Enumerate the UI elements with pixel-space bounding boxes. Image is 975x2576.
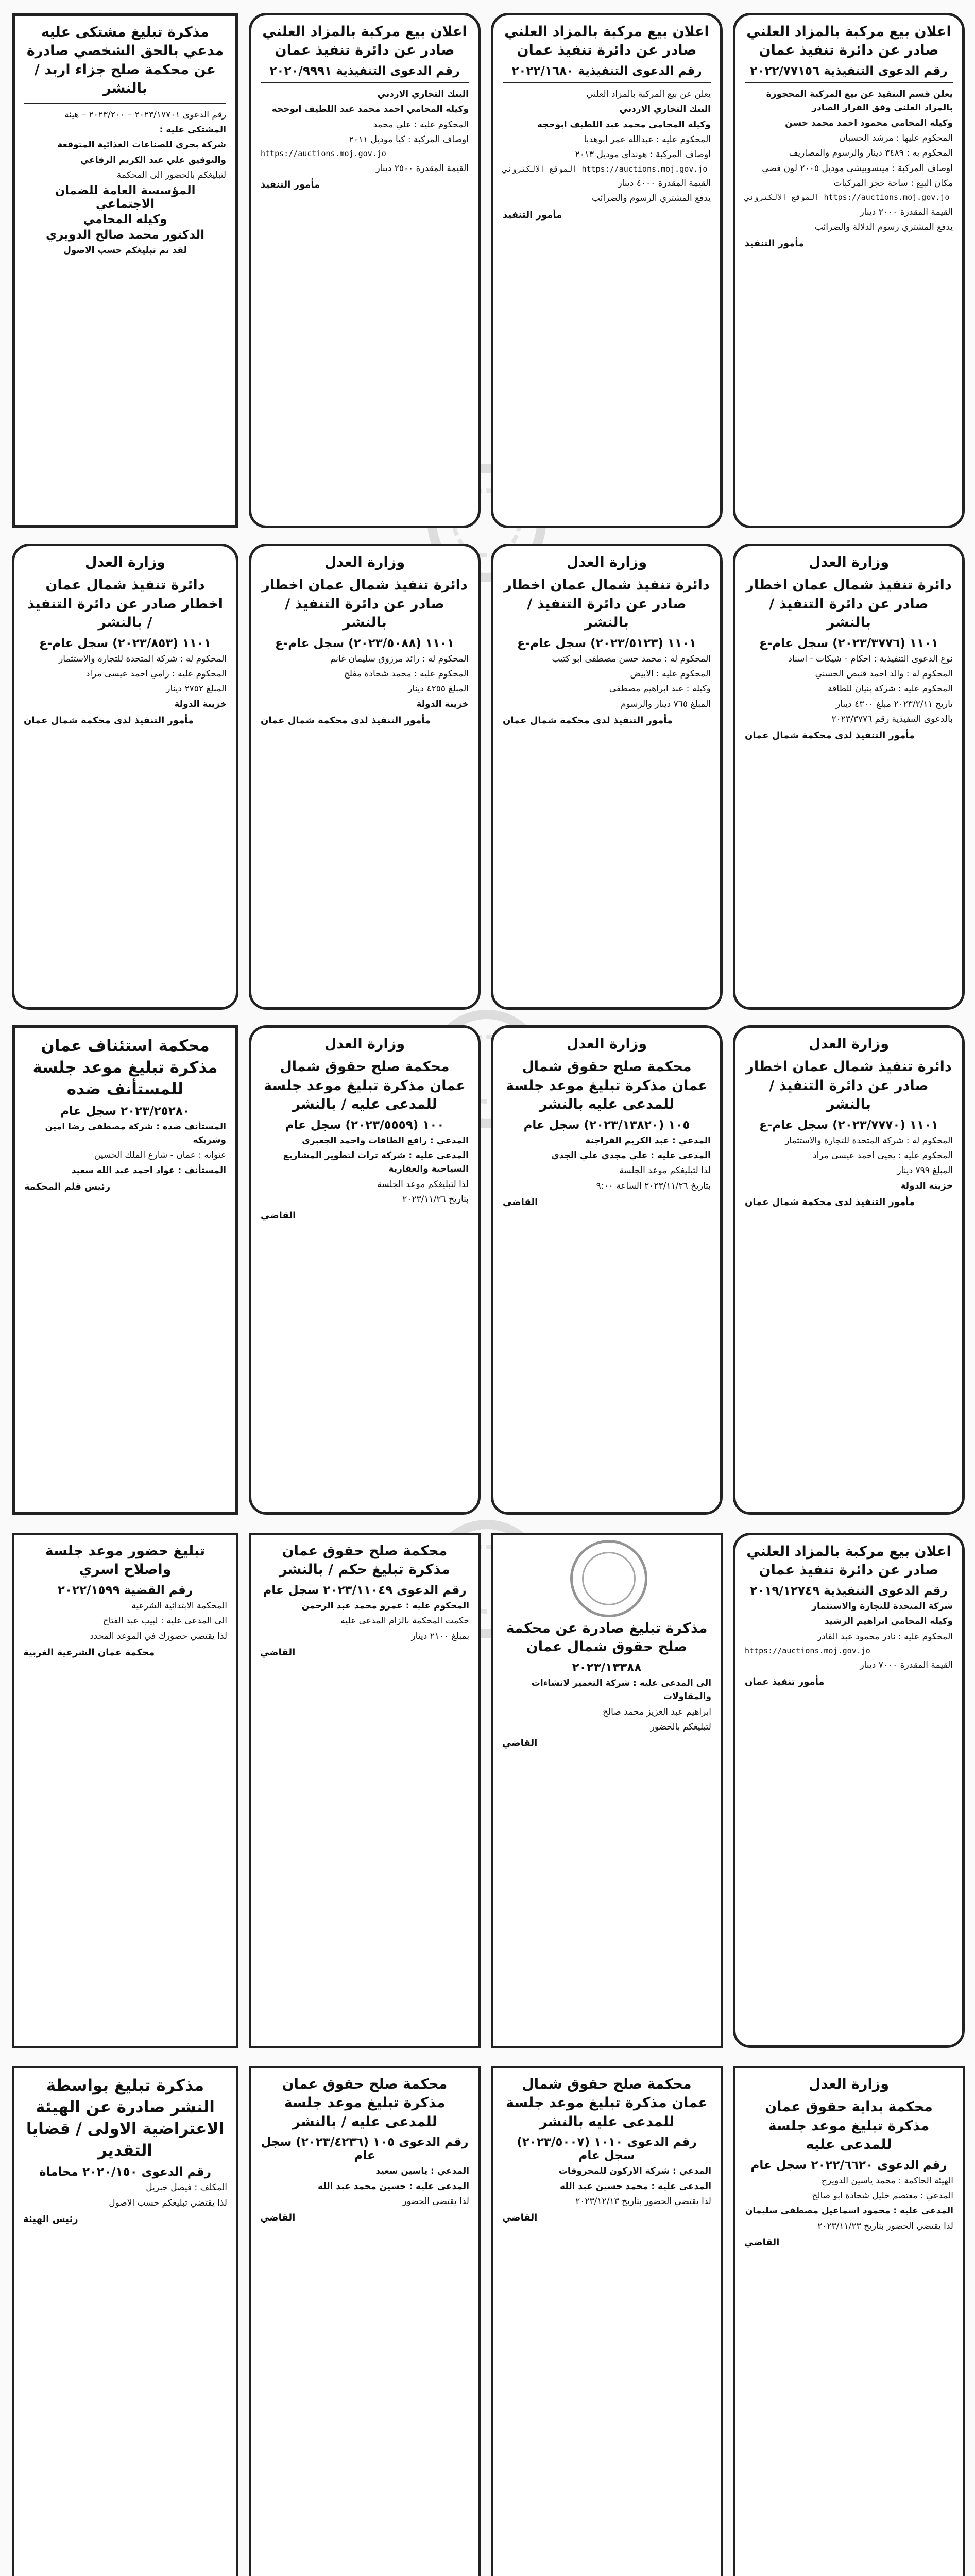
notice-title: دائرة تنفيذ شمال عمان اخطار صادر عن دائرة التنفيذ / بالنشر	[746, 577, 952, 631]
notice-hearing-4	[249, 2066, 481, 2576]
body-line: البنك التجاري الاردني	[619, 104, 711, 115]
body-line: يعلن قسم التنفيذ عن بيع المركبة المحجوزة بالمزاد العلني وفق القرار الصادر	[766, 89, 953, 113]
notice-first-instance	[733, 2066, 965, 2576]
body-line: الدكتور محمد صالح الدويري	[46, 228, 204, 242]
divider	[745, 82, 953, 83]
notice-title: دائرة تنفيذ شمال عمان اخطار صادر عن دائرة التنفيذ / بالنشر	[27, 577, 224, 631]
case-number: رقم الدعوى ١٠١٠ (٢٠٢٣/٥٠٠٧) سجل عام	[517, 2136, 697, 2163]
ministry-heading: وزارة العدل	[566, 554, 647, 570]
case-number: رقم الدعوى ٢٠٢٠/١٥٠ محاماة	[39, 2165, 211, 2179]
signature: مأمور التنفيذ لدى محكمة شمال عمان	[24, 715, 194, 726]
notice-title: دائرة تنفيذ شمال عمان اخطار صادر عن دائرة التنفيذ / بالنشر	[262, 577, 468, 631]
body-line: المؤسسة العامة للضمان الاجتماعي	[55, 184, 196, 211]
body-line: المدعى عليه : محمود اسماعيل مصطفى سليمان	[745, 2206, 953, 2216]
auction-url: الموقع الالكتروني https://auctions.moj.gov.jo	[503, 164, 708, 174]
body-line: وكيله المحامي محمد عبد اللطيف ابوحجه	[537, 119, 711, 130]
body-line: يدفع المشتري الرسوم والضرائب	[592, 193, 711, 204]
body-line: لتبليغكم بالحضور الى المحكمة	[116, 170, 226, 181]
signature: القاضي	[502, 1738, 538, 1749]
notice-execution-3	[249, 544, 481, 1010]
case-number: ١١٠١ (٢٠٢٣/٥١٢٣) سجل عام-ع	[517, 636, 697, 650]
body-line: والتوفيق علي عبد الكريم الرفاعي	[80, 155, 226, 165]
body-line: وكيله المحامي احمد محمد عبد اللطيف ابوحجه	[271, 104, 469, 115]
case-number: رقم الدعوى التنفيذية ٢٠١٩/١٢٧٤٩	[750, 1584, 948, 1598]
body-line: القيمة المقدرة ٢٠٠٠ دينار	[860, 207, 953, 217]
notice-title: اعلان بيع مركبة بالمزاد العلني صادر عن دائرة تنفيذ عمان	[746, 1544, 951, 1579]
case-number: رقم الدعوى ١٠٥ (٢٠٢٣/٤٢٣٦) سجل عام	[261, 2136, 469, 2163]
case-number: رقم القضية ٢٠٢٢/١٥٩٩	[57, 1583, 193, 1597]
notice-execution-4	[12, 544, 238, 1010]
body-line: بالدعوى التنفيذية رقم ٢٠٢٣/٣٧٧٦	[831, 714, 953, 725]
body-line: المدعي : ياسين سعيد	[375, 2166, 469, 2177]
body-line: المحكوم عليه : شركة بنيان للطاقة	[828, 684, 953, 694]
notice-execution-1	[733, 544, 965, 1010]
ministry-heading: وزارة العدل	[324, 1036, 405, 1052]
body-line: الى المدعى عليه : لبيب عبد الفتاح	[102, 1616, 227, 1626]
case-number: ٢٠٢٣/١٣٣٨٨	[572, 1660, 642, 1674]
body-line: تاريخ ٢٠٢٣/٢/١١ مبلغ ٤٣٠٠ دينار	[835, 699, 953, 709]
body-line: المدعي : عبد الكريم الفراجنة	[585, 1135, 711, 1146]
ministry-heading: وزارة العدل	[84, 554, 166, 570]
body-line: المحكوم عليه : يحيى احمد عيسى مراد	[813, 1150, 953, 1161]
notice-hearing-3	[491, 2066, 723, 2576]
case-number: ١١٠١ (٢٠٢٣/٧٧٧٠) سجل عام-ع	[759, 1118, 939, 1132]
body-line: المحكوم عليه : عمرو محمد عبد الرحمن	[301, 1600, 469, 1611]
body-line: المبلغ ٢٧٥٢ دينار	[166, 684, 227, 694]
body-line: المدعى عليه : محمد حسين عبد الله	[560, 2181, 711, 2192]
body-line: يعلن عن بيع المركبة بالمزاد العلني	[586, 89, 711, 99]
auction-url: الموقع الالكتروني https://auctions.moj.gov.jo	[745, 193, 950, 202]
body-line: اوصاف المركبة : ميتسوبيشي موديل ٢٠٠٥ لون فضي	[762, 163, 953, 174]
body-line: المدعى عليه : حسين محمد عبد الله	[318, 2181, 469, 2192]
signature: القاضي	[744, 2237, 780, 2248]
notice-hearing-2	[249, 1025, 481, 1515]
body-line: اوصاف المركبة : كيا موديل ٢٠١١	[349, 134, 469, 145]
body-line: المستأنف ضده : شركة مصطفى رضا امين وشريكه	[45, 1121, 226, 1145]
divider	[503, 82, 711, 83]
body-line: المدعي : رافع الطاقات واحمد الجعبري	[302, 1135, 469, 1146]
body-line: المحكوم له : والد احمد قنيص الحسني	[815, 669, 953, 680]
notice-title: دائرة تنفيذ شمال عمان اخطار صادر عن دائرة التنفيذ / بالنشر	[746, 1059, 952, 1113]
court-seal-icon	[570, 1540, 647, 1617]
body-line: اوصاف المركبة : هونداي موديل ٢٠١٣	[575, 149, 711, 160]
body-line: المشتكى عليه :	[159, 125, 226, 135]
body-line: المحكوم عليه : محمد شحادة مفلح	[344, 669, 469, 680]
signature: مأمور التنفيذ	[745, 238, 805, 249]
body-line: المحكوم له : رائد مرزوق سليمان غانم	[330, 653, 469, 664]
signature: مأمور التنفيذ لدى محكمة شمال عمان	[261, 715, 431, 726]
body-line: المدعي : معتصم خليل شحادة ابو صالح	[812, 2191, 953, 2201]
notice-title: محكمة بداية حقوق عمان مذكرة تبليغ موعد جلسة للمدعى عليه	[765, 2099, 933, 2153]
body-line: شركة بحري للصناعات الغذائية المتوقعة	[57, 140, 226, 150]
body-line: خزينة الدولة	[416, 699, 469, 709]
notice-title: مذكرة تبليغ مشتكى عليه مدعي بالحق الشخصي صادرة عن محكمة صلح جزاء اربد / بالنشر	[26, 24, 224, 97]
notice-title: محكمة صلح حقوق عمان مذكرة تبليغ حكم / بالنشر	[279, 1543, 450, 1578]
case-number: ١٠٠ (٢٠٢٣/٥٥٥٩) سجل عام	[285, 1118, 444, 1132]
case-number: رقم الدعوى ٢٠٢٣/١١٠٤٩ سجل عام	[263, 1583, 467, 1597]
notice-auction-3	[249, 13, 481, 528]
body-line: نوع الدعوى التنفيذية : احكام - شيكات - اسناد	[788, 653, 953, 664]
ministry-heading: وزارة العدل	[324, 554, 405, 570]
body-line: المبلغ ٧٦٥ دينار والرسوم	[620, 699, 711, 709]
body-line: القيمة المقدرة ٤٠٠٠ دينار	[618, 178, 711, 189]
notice-title: اعلان بيع مركبة بالمزاد العلني صادر عن دائرة تنفيذ عمان	[504, 24, 709, 59]
body-line: لذا لتبليغكم موعد الجلسة	[619, 1165, 711, 1176]
notice-title: محكمة استئناف عمان مذكرة تبليغ موعد جلسة للمستأنف ضده	[32, 1037, 218, 1098]
notice-title: مذكرة تبليغ بواسطة النشر صادرة عن الهيئة الاعتراضية الاولى / قضايا التقدير	[26, 2076, 225, 2160]
notice-summons-stamp	[491, 1533, 723, 2048]
case-number: ١٠٥ (٢٠٢٣/١٣٨٢٠) سجل عام	[523, 1118, 690, 1132]
body-line: لذا يقتضي تبليغكم حسب الاصول	[109, 2197, 227, 2208]
signature: مأمور التنفيذ لدى محكمة شمال عمان	[745, 730, 915, 741]
body-line: وكيله المحامي	[83, 213, 167, 227]
case-number: رقم الدعوى التنفيذية ٢٠٢٢/٧٧١٥٦	[750, 64, 948, 78]
body-line: عنوانه : عمان - شارع الملك الحسين	[94, 1150, 226, 1161]
case-number: رقم الدعوى ٢٠٢٢/٦٦٢٠ سجل عام	[750, 2158, 947, 2172]
notice-title: مذكرة تبليغ صادرة عن محكمة صلح حقوق شمال عمان	[506, 1620, 708, 1655]
body-line: لذا يقتضي حضورك في الموعد المحدد	[90, 1631, 227, 1641]
case-number: ١١٠١ (٢٠٢٣/٨٥٣) سجل عام-ع	[39, 636, 212, 650]
body-line: المحكوم له : شركة المتحدة للتجارة والاستثمار	[785, 1135, 953, 1146]
notice-title: محكمة صلح حقوق شمال عمان مذكرة تبليغ موعد جلسة للمدعى عليه / بالنشر	[264, 1059, 466, 1113]
notice-title: محكمة صلح حقوق عمان مذكرة تبليغ موعد جلسة للمدعى عليه / بالنشر	[282, 2076, 448, 2130]
notice-judgment	[249, 1533, 481, 2048]
body-line: وكيله المحامي محمود احمد محمد حسن	[785, 117, 953, 128]
signature: مأمور التنفيذ لدى محكمة شمال عمان	[745, 1197, 915, 1208]
body-line: خزينة الدولة	[900, 1180, 953, 1191]
body-line: بتاريخ ٢٠٢٣/١١/٢٦ الساعة ٩:٠٠	[596, 1180, 711, 1191]
body-line: شركة المتحدة للتجارة والاستثمار	[812, 1601, 953, 1612]
case-number: ١١٠١ (٢٠٢٣/٥٠٨٨) سجل عام-ع	[275, 636, 455, 650]
signature: مأمور التنفيذ	[503, 209, 562, 221]
notice-title: تبليغ حضور موعد جلسة واصلاح اسري	[45, 1543, 206, 1578]
signature: القاضي	[260, 2212, 296, 2224]
notice-execution-5	[733, 1025, 965, 1515]
notice-family-hearing	[12, 1533, 238, 2048]
body-line: المحكمة الابتدائية الشرعية	[131, 1600, 227, 1611]
notice-auction-4	[733, 1533, 965, 2048]
case-number: ٢٠٢٣/٢٥٢٨٠ سجل عام	[60, 1104, 190, 1118]
body-line: القيمة المقدرة ٧٠٠٠ دينار	[860, 1660, 953, 1671]
signature: محكمة عمان الشرعية الغربية	[23, 1647, 155, 1658]
body-line: وكيله : عبد ابراهيم مصطفى	[609, 684, 711, 694]
notice-title: محكمة صلح حقوق شمال عمان مذكرة تبليغ موعد جلسة للمدعى عليه بالنشر	[506, 1059, 708, 1113]
body-line: المدعى عليه : شركة تراث لتطوير المشاريع السياحية والعقارية	[283, 1150, 469, 1175]
notice-assessment	[12, 2066, 238, 2576]
signature: رئيس قلم المحكمة	[24, 1181, 111, 1192]
body-line: لذا يقتضي الحضور	[402, 2196, 469, 2207]
body-line: وكيله المحامي ابراهيم الرشيد	[824, 1616, 953, 1627]
body-line: يدفع المشتري رسوم الدلالة والضرائب	[814, 222, 953, 232]
body-line: المكلف : فيصل جبريل	[146, 2182, 227, 2193]
body-line: البنك التجاري الاردني	[377, 89, 469, 99]
notice-auction-2	[491, 13, 723, 528]
body-line: المحكوم عليه : نادر محمود عبد القادر	[817, 1631, 953, 1642]
notice-title: محكمة صلح حقوق شمال عمان مذكرة تبليغ موعد جلسة للمدعى عليه بالنشر	[506, 2076, 708, 2130]
notice-appeal	[12, 1025, 238, 1515]
divider	[24, 103, 226, 104]
body-line: المبلغ ٧٩٩ دينار	[897, 1165, 953, 1176]
ministry-heading: وزارة العدل	[808, 2076, 890, 2092]
signature: مأمور التنفيذ	[261, 179, 320, 190]
notice-criminal-summons	[12, 13, 238, 528]
notice-execution-2	[491, 544, 723, 1010]
body-line: المستأنف : عواد احمد عبد الله سعيد	[71, 1165, 226, 1176]
signature: القاضي	[502, 2212, 538, 2224]
ministry-heading: وزارة العدل	[808, 1036, 890, 1052]
body-line: المدعي : شركة الاركون للمحروقات	[558, 2166, 711, 2177]
auction-url: https://auctions.moj.gov.jo	[745, 1646, 870, 1655]
body-line: الى المدعى عليه : شركة التعمير لانشاءات والمقاولات	[531, 1677, 711, 1702]
body-line: ابراهيم عبد العزيز محمد صالح	[603, 1706, 711, 1717]
notice-title: اعلان بيع مركبة بالمزاد العلني صادر عن دائرة تنفيذ عمان	[262, 24, 467, 59]
case-number: رقم الدعوى التنفيذية ٢٠٢٠/٩٩٩١	[269, 64, 460, 78]
notice-title: اعلان بيع مركبة بالمزاد العلني صادر عن دائرة تنفيذ عمان	[746, 24, 951, 59]
body-line: المحكوم عليه : الابيض	[630, 669, 711, 680]
signature: رئيس الهيئة	[23, 2214, 78, 2225]
ministry-heading: وزارة العدل	[808, 554, 890, 570]
body-line: لذا يقتضي الحضور بتاريخ ٢٠٢٣/١٢/١٣	[575, 2196, 711, 2207]
body-line: خزينة الدولة	[174, 699, 227, 709]
signature: لقد تم تبليغكم حسب الاصول	[63, 245, 187, 256]
body-line: المحكوم عليها : مرشد الحسبان	[839, 132, 953, 143]
body-line: المحكوم له : محمد حسن مصطفى ابو كتيب	[552, 653, 711, 664]
divider	[261, 82, 469, 83]
body-line: حكمت المحكمة بالزام المدعى عليه	[340, 1616, 469, 1626]
body-line: المبلغ ٤٢٥٥ دينار	[408, 684, 469, 694]
case-number: رقم الدعوى التنفيذية ٢٠٢٢/١٦٨٠	[511, 64, 702, 78]
signature: القاضي	[503, 1197, 538, 1208]
body-line: لذا يقتضي الحضور بتاريخ ٢٠٢٣/١١/٢٣	[817, 2221, 953, 2231]
signature: مأمور التنفيذ لدى محكمة شمال عمان	[503, 715, 673, 726]
body-line: المحكوم عليه : علي محمد	[373, 119, 469, 130]
ministry-heading: وزارة العدل	[566, 1036, 647, 1052]
body-line: الهيئة الحاكمة : محمد ياسين الدويرج	[821, 2175, 953, 2186]
notice-auction-1	[733, 13, 965, 528]
body-line: المحكوم عليه : عبدالله عمر ابوهدبا	[584, 134, 711, 145]
case-number: ١١٠١ (٢٠٢٣/٣٧٧٦) سجل عام-ع	[759, 636, 939, 650]
body-line: رقم الدعوى ٢٠٢٣/١٧٧٠١ – ٢٠٢٣/٢٠٠ – هيئة	[64, 109, 226, 120]
notice-hearing-1	[491, 1025, 723, 1515]
signature: القاضي	[260, 1647, 296, 1658]
body-line: لتبليغكم بالحضور	[650, 1721, 711, 1732]
body-line: بمبلغ ٢١٠٠ دينار	[411, 1631, 469, 1641]
signature: القاضي	[261, 1210, 296, 1222]
body-line: القيمة المقدرة ٢٥٠٠ دينار	[375, 163, 469, 174]
body-line: المحكوم به : ٣٤٨٩ دينار والرسوم والمصاريف	[789, 148, 953, 159]
body-line: مكان البيع : ساحة حجز المركبات	[833, 178, 953, 189]
signature: مأمور تنفيذ عمان	[745, 1676, 825, 1687]
body-line: المدعى عليه : علي مجدي علي الجدي	[551, 1150, 711, 1161]
notice-title: دائرة تنفيذ شمال عمان اخطار صادر عن دائرة التنفيذ / بالنشر	[504, 577, 710, 631]
body-line: المحكوم عليه : رامي احمد عيسى مراد	[85, 669, 227, 680]
body-line: المحكوم له : شركة المتحدة للتجارة والاستثمار	[59, 653, 227, 664]
body-line: بتاريخ ٢٠٢٣/١١/٢٦	[402, 1194, 469, 1205]
body-line: لذا لتبليغكم موعد الجلسة	[377, 1179, 469, 1190]
auction-url: https://auctions.moj.gov.jo	[261, 149, 386, 159]
